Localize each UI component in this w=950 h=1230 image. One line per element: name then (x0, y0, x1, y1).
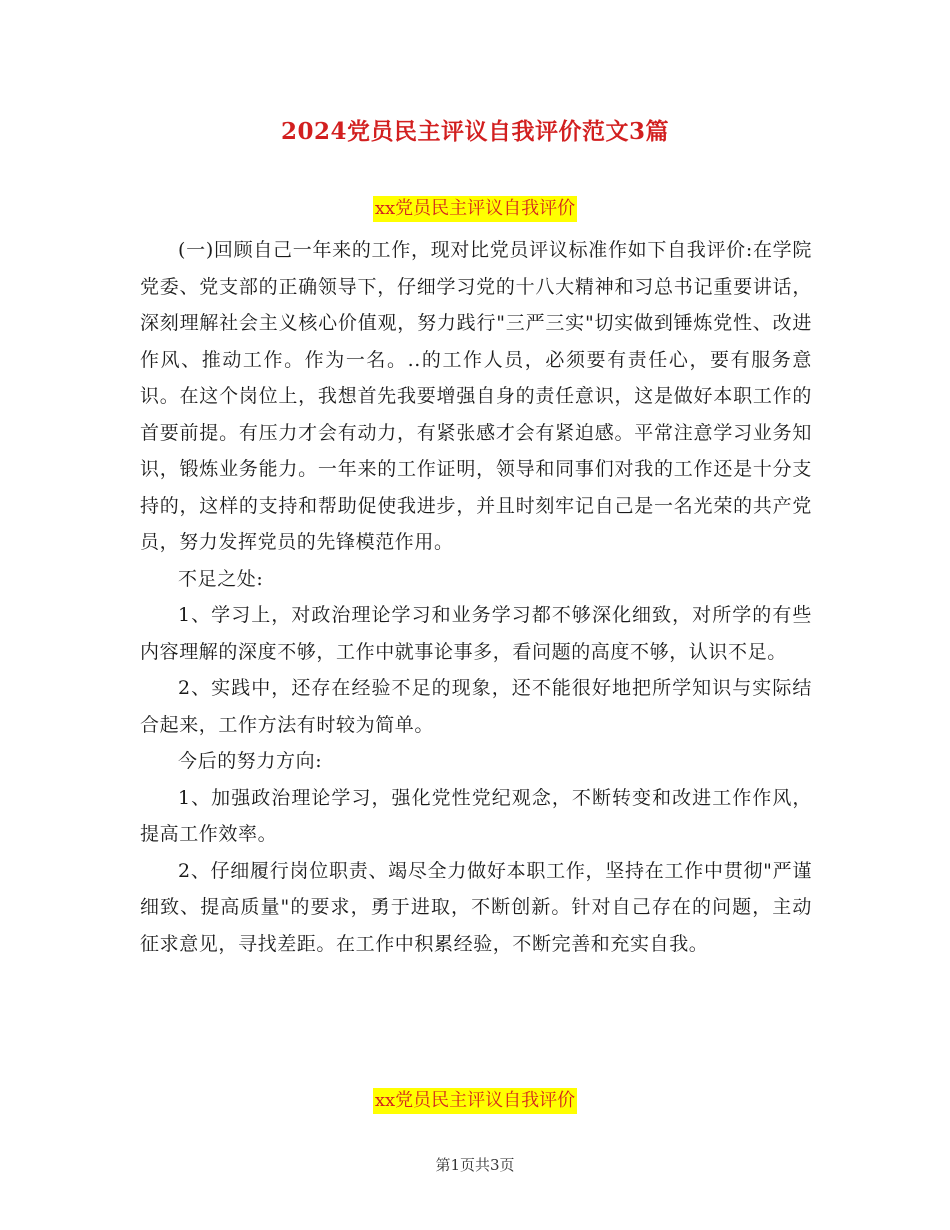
document-title: 2024党员民主评议自我评价范文3篇 (280, 118, 670, 145)
paragraph: 1、加强政治理论学习，强化党性党纪观念，不断转变和改进工作作风，提高工作效率。 (140, 786, 812, 845)
paragraph: 1、学习上，对政治理论学习和业务学习都不够深化细致，对所学的有些内容理解的深度不够，工作中就事论事多，看问题的高度不够，认识不足。 (140, 604, 812, 663)
paragraph: 2、仔细履行岗位职责、竭尽全力做好本职工作，坚持在工作中贯彻"严谨细致、提高质量"的要求，勇于进取，不断创新。针对自己存在的问题，主动征求意见，寻找差距。在工作中积累经验，不断完善和充实自我。 (140, 859, 812, 955)
document-body (140, 232, 812, 962)
section-heading: xx党员民主评议自我评价 (373, 196, 577, 222)
section-heading-row (0, 1088, 950, 1114)
paragraph: 2、实践中，还存在经验不足的现象，还不能很好地把所学知识与实际结合起来，工作方法有时较为简单。 (140, 677, 812, 736)
paragraph: (一)回顾自己一年来的工作，现对比党员评议标准作如下自我评价:在学院党委、党支部的正确领导下，仔细学习党的十八大精神和习总书记重要讲话，深刻理解社会主义核心价值观，努力践行"三严三实"切实做到锤炼党性、改进作风、推动工作。作为一名。..的工作人员，必须要有责任心，要有服务意识。在这个岗位上，我想首先我要增强自身的责任意识，这是做好本职工作的首要前提。有压力才会有动力，有紧张感才会有紧迫感。平常注意学习业务知识，锻炼业务能力。一年来的工作证明，领导和同事们对我的工作还是十分支持的，这样的支持和帮助促使我进步，并且时刻牢记自己是一名光荣的共产党员，努力发挥党员的先锋模范作用。 (140, 239, 812, 553)
section-heading-row (0, 196, 950, 222)
section-heading: xx党员民主评议自我评价 (373, 1088, 577, 1114)
paragraph: 今后的努力方向: (178, 750, 323, 772)
page-footer: 第1页共3页 (435, 1156, 515, 1174)
paragraph: 不足之处: (178, 567, 264, 590)
